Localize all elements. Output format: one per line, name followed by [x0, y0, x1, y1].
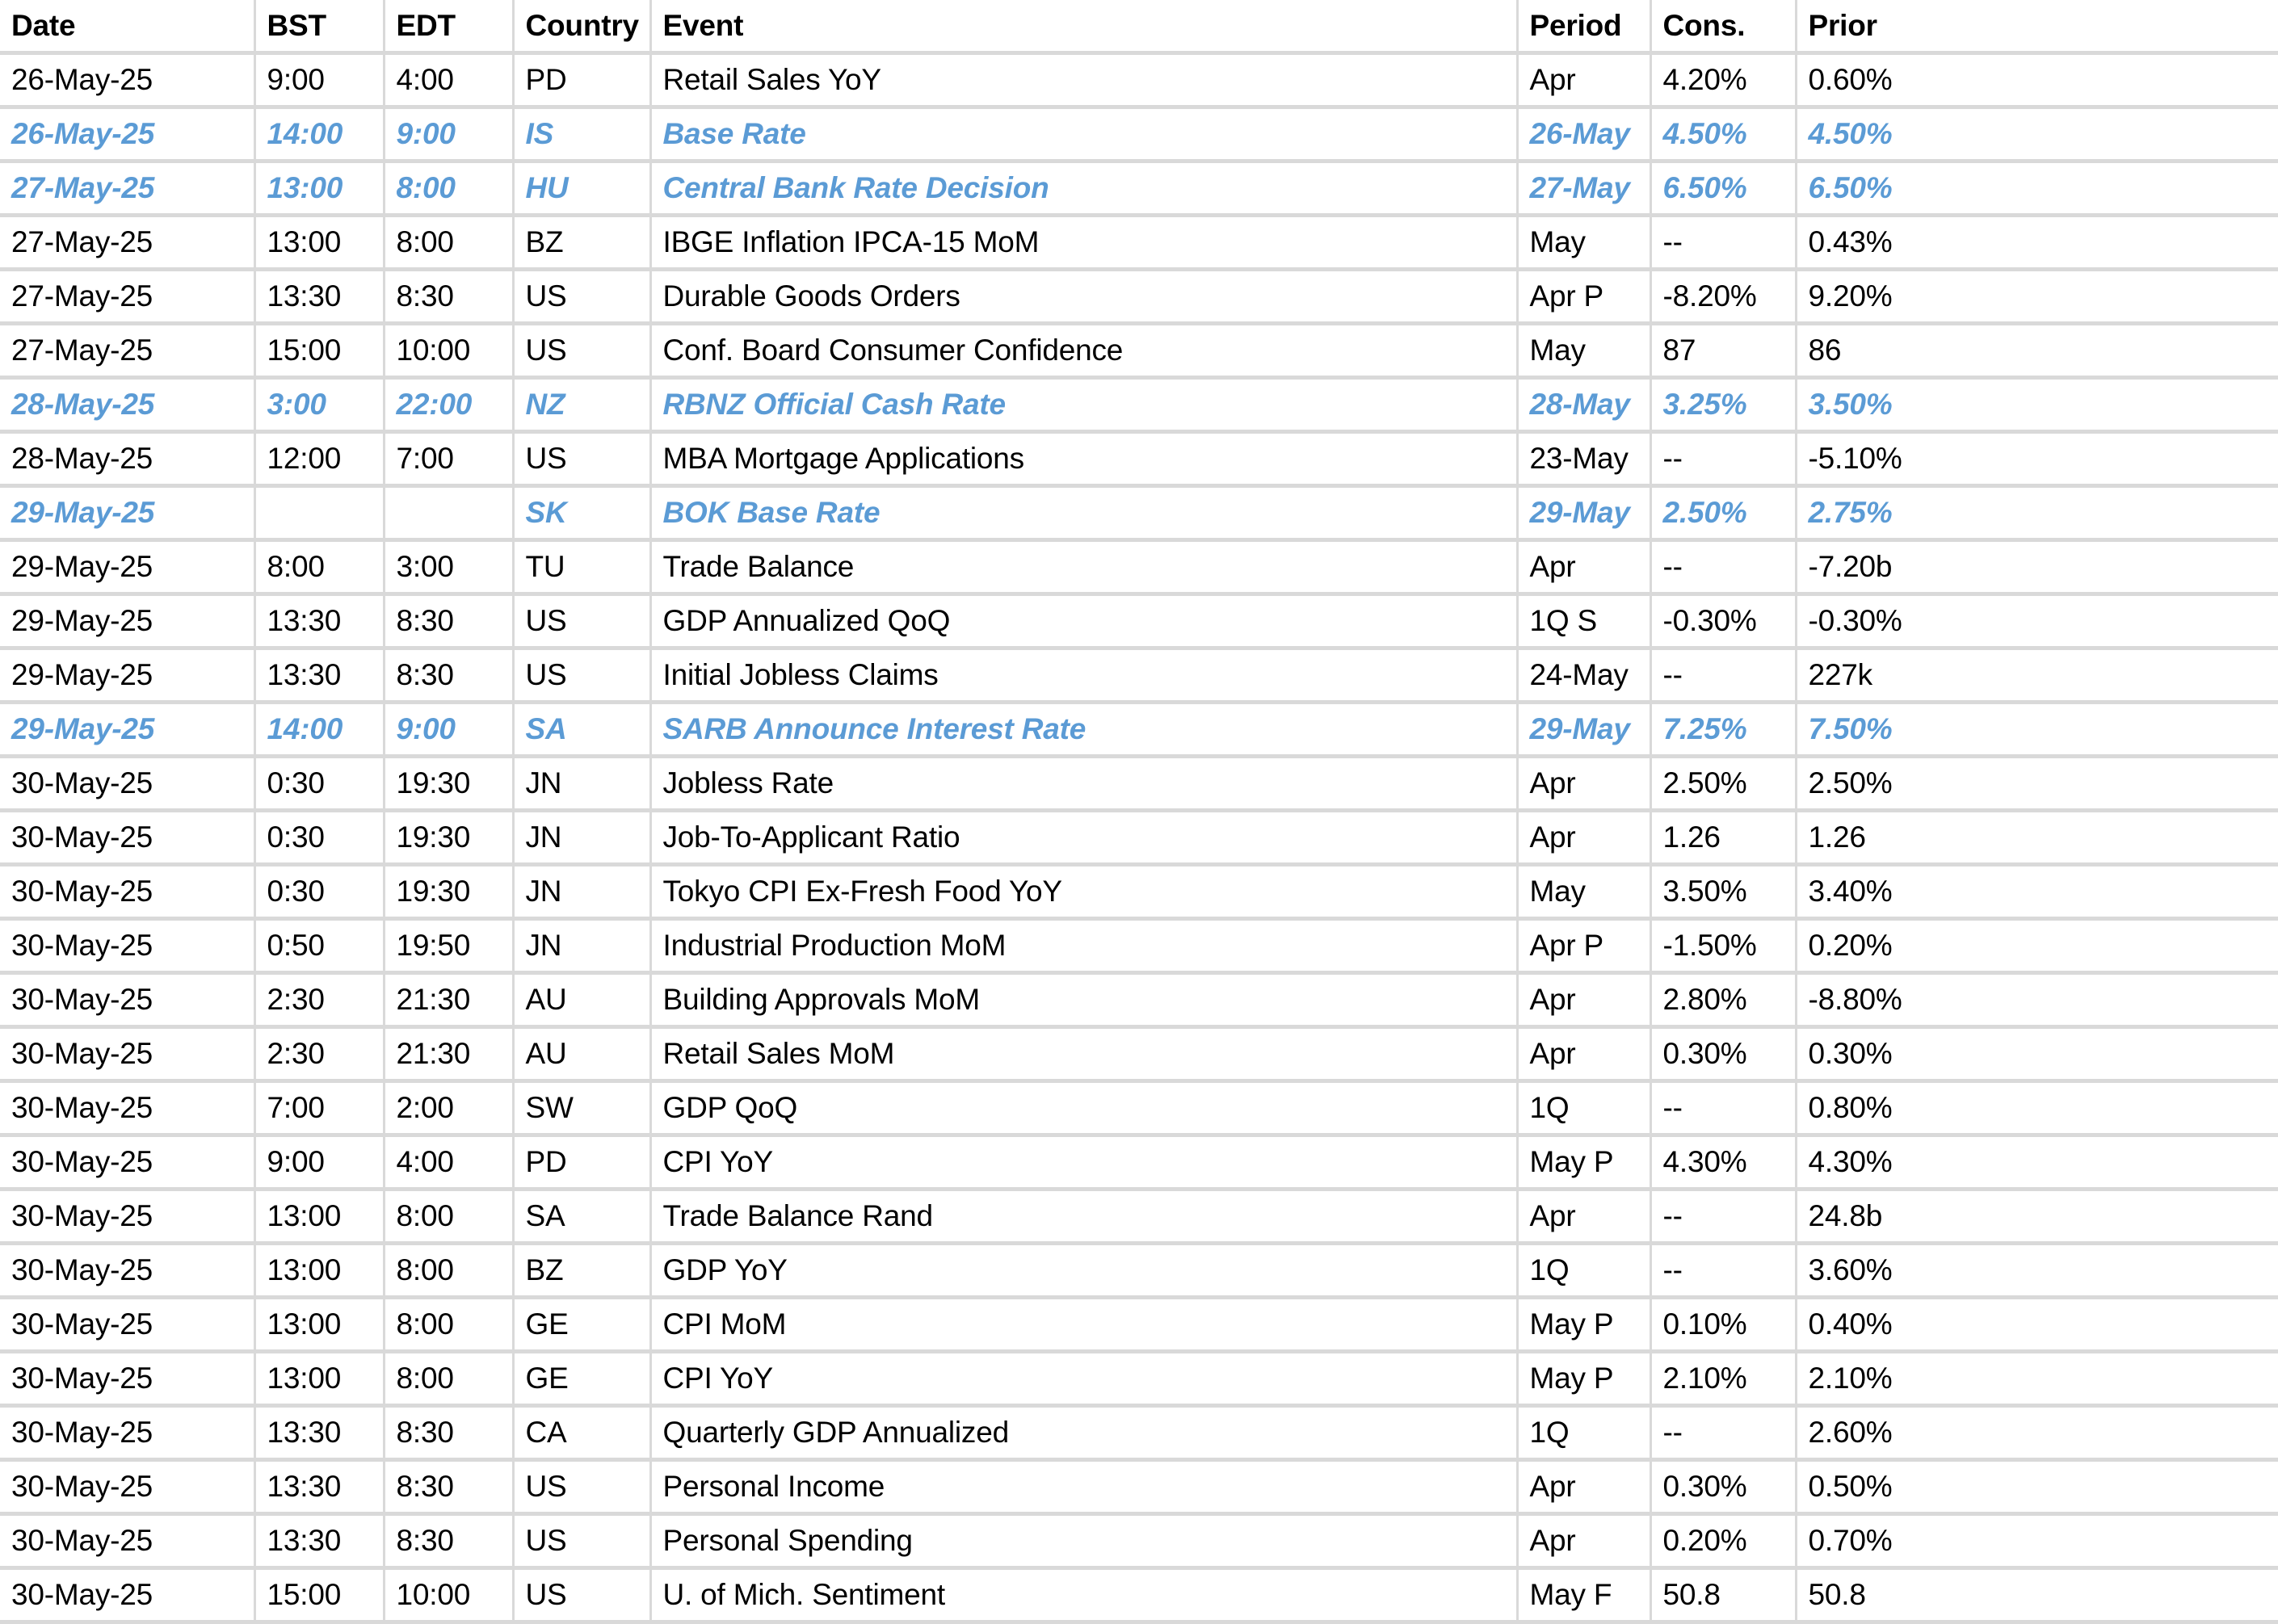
- cell-period: Apr: [1517, 757, 1650, 811]
- cell-prior: 6.50%: [1796, 162, 2278, 216]
- cell-event: IBGE Inflation IPCA-15 MoM: [650, 216, 1517, 270]
- cell-edt: 10:00: [384, 1568, 513, 1622]
- cell-cons: 4.30%: [1650, 1135, 1796, 1190]
- cell-cons: 1.26: [1650, 811, 1796, 865]
- cell-edt: 4:00: [384, 1135, 513, 1190]
- cell-period: Apr: [1517, 1027, 1650, 1081]
- table-row[interactable]: [0, 53, 2278, 107]
- cell-period: May: [1517, 324, 1650, 378]
- table-row[interactable]: [0, 432, 2278, 486]
- cell-cons: 3.25%: [1650, 378, 1796, 432]
- cell-prior: 7.50%: [1796, 703, 2278, 757]
- cell-event: GDP Annualized QoQ: [650, 594, 1517, 648]
- cell-bst: 13:00: [254, 216, 384, 270]
- cell-event: Jobless Rate: [650, 757, 1517, 811]
- cell-country: TU: [513, 540, 650, 594]
- cell-edt: 8:30: [384, 270, 513, 324]
- cell-edt: 8:30: [384, 594, 513, 648]
- table-row[interactable]: [0, 648, 2278, 703]
- table-row[interactable]: [0, 1568, 2278, 1622]
- cell-event: Personal Income: [650, 1460, 1517, 1514]
- cell-date: 30-May-25: [0, 919, 254, 973]
- cell-bst: 14:00: [254, 107, 384, 162]
- cell-edt: 8:00: [384, 1352, 513, 1406]
- cell-date: 29-May-25: [0, 540, 254, 594]
- table-row[interactable]: [0, 378, 2278, 432]
- cell-edt: 8:30: [384, 648, 513, 703]
- cell-country: JN: [513, 919, 650, 973]
- cell-country: AU: [513, 973, 650, 1027]
- cell-bst: 13:00: [254, 1298, 384, 1352]
- cell-event: GDP QoQ: [650, 1081, 1517, 1135]
- cell-date: 29-May-25: [0, 486, 254, 540]
- cell-prior: -7.20b: [1796, 540, 2278, 594]
- cell-prior: 0.43%: [1796, 216, 2278, 270]
- table-row[interactable]: [0, 703, 2278, 757]
- table-row[interactable]: [0, 1460, 2278, 1514]
- cell-country: US: [513, 648, 650, 703]
- cell-date: 26-May-25: [0, 107, 254, 162]
- cell-bst: 12:00: [254, 432, 384, 486]
- table-body: [0, 53, 2278, 1622]
- cell-date: 30-May-25: [0, 1135, 254, 1190]
- cell-cons: --: [1650, 1081, 1796, 1135]
- cell-bst: 0:30: [254, 811, 384, 865]
- cell-bst: 13:30: [254, 270, 384, 324]
- cell-date: 30-May-25: [0, 811, 254, 865]
- cell-date: 28-May-25: [0, 378, 254, 432]
- cell-bst: 13:30: [254, 648, 384, 703]
- cell-period: Apr: [1517, 540, 1650, 594]
- cell-prior: 86: [1796, 324, 2278, 378]
- cell-date: 26-May-25: [0, 53, 254, 107]
- column-header-event[interactable]: Event: [650, 0, 1517, 53]
- table-row[interactable]: [0, 1081, 2278, 1135]
- cell-prior: 2.60%: [1796, 1406, 2278, 1460]
- cell-edt: 8:30: [384, 1406, 513, 1460]
- table-row[interactable]: [0, 1298, 2278, 1352]
- cell-bst: 7:00: [254, 1081, 384, 1135]
- cell-cons: 2.50%: [1650, 757, 1796, 811]
- cell-edt: 21:30: [384, 1027, 513, 1081]
- cell-edt: 9:00: [384, 107, 513, 162]
- cell-period: May: [1517, 216, 1650, 270]
- cell-edt: 8:30: [384, 1460, 513, 1514]
- cell-edt: 3:00: [384, 540, 513, 594]
- cell-country: CA: [513, 1406, 650, 1460]
- cell-period: 28-May: [1517, 378, 1650, 432]
- table-row[interactable]: [0, 486, 2278, 540]
- cell-bst: 15:00: [254, 324, 384, 378]
- cell-country: US: [513, 594, 650, 648]
- column-header-date[interactable]: Date: [0, 0, 254, 53]
- cell-country: JN: [513, 865, 650, 919]
- cell-cons: 0.30%: [1650, 1460, 1796, 1514]
- cell-bst: 3:00: [254, 378, 384, 432]
- cell-edt: 4:00: [384, 53, 513, 107]
- cell-event: Central Bank Rate Decision: [650, 162, 1517, 216]
- cell-date: 27-May-25: [0, 216, 254, 270]
- cell-edt: 19:30: [384, 811, 513, 865]
- table-row[interactable]: [0, 973, 2278, 1027]
- cell-date: 28-May-25: [0, 432, 254, 486]
- cell-prior: -0.30%: [1796, 594, 2278, 648]
- cell-date: 30-May-25: [0, 865, 254, 919]
- table-row[interactable]: [0, 1135, 2278, 1190]
- cell-period: 1Q: [1517, 1406, 1650, 1460]
- cell-event: Building Approvals MoM: [650, 973, 1517, 1027]
- cell-bst: 9:00: [254, 1135, 384, 1190]
- cell-cons: --: [1650, 1406, 1796, 1460]
- cell-cons: 0.20%: [1650, 1514, 1796, 1568]
- cell-edt: 2:00: [384, 1081, 513, 1135]
- cell-cons: --: [1650, 1190, 1796, 1244]
- cell-event: U. of Mich. Sentiment: [650, 1568, 1517, 1622]
- cell-country: AU: [513, 1027, 650, 1081]
- cell-prior: 24.8b: [1796, 1190, 2278, 1244]
- cell-bst: 2:30: [254, 1027, 384, 1081]
- cell-country: US: [513, 324, 650, 378]
- cell-event: SARB Announce Interest Rate: [650, 703, 1517, 757]
- cell-prior: 3.40%: [1796, 865, 2278, 919]
- cell-prior: 50.8: [1796, 1568, 2278, 1622]
- cell-country: BZ: [513, 1244, 650, 1298]
- cell-cons: --: [1650, 216, 1796, 270]
- cell-period: Apr: [1517, 1190, 1650, 1244]
- cell-period: 26-May: [1517, 107, 1650, 162]
- cell-prior: 2.50%: [1796, 757, 2278, 811]
- cell-country: US: [513, 432, 650, 486]
- table-row[interactable]: [0, 1352, 2278, 1406]
- cell-edt: 21:30: [384, 973, 513, 1027]
- cell-edt: 10:00: [384, 324, 513, 378]
- cell-edt: 8:00: [384, 1190, 513, 1244]
- cell-country: US: [513, 270, 650, 324]
- cell-prior: 4.30%: [1796, 1135, 2278, 1190]
- cell-period: Apr: [1517, 973, 1650, 1027]
- table-row[interactable]: [0, 811, 2278, 865]
- cell-date: 30-May-25: [0, 1027, 254, 1081]
- cell-cons: 2.10%: [1650, 1352, 1796, 1406]
- cell-period: 24-May: [1517, 648, 1650, 703]
- cell-bst: 15:00: [254, 1568, 384, 1622]
- cell-cons: -8.20%: [1650, 270, 1796, 324]
- cell-bst: 9:00: [254, 53, 384, 107]
- cell-date: 29-May-25: [0, 703, 254, 757]
- cell-prior: 0.50%: [1796, 1460, 2278, 1514]
- cell-cons: --: [1650, 648, 1796, 703]
- cell-event: BOK Base Rate: [650, 486, 1517, 540]
- cell-period: May: [1517, 865, 1650, 919]
- table-row[interactable]: [0, 162, 2278, 216]
- table-header: [0, 0, 2278, 53]
- cell-cons: 87: [1650, 324, 1796, 378]
- cell-edt: 9:00: [384, 703, 513, 757]
- cell-country: SK: [513, 486, 650, 540]
- cell-event: CPI MoM: [650, 1298, 1517, 1352]
- cell-period: Apr: [1517, 1514, 1650, 1568]
- cell-bst: 0:30: [254, 865, 384, 919]
- cell-event: CPI YoY: [650, 1135, 1517, 1190]
- cell-edt: 8:00: [384, 162, 513, 216]
- cell-date: 27-May-25: [0, 324, 254, 378]
- cell-cons: 2.80%: [1650, 973, 1796, 1027]
- cell-prior: 0.70%: [1796, 1514, 2278, 1568]
- cell-country: GE: [513, 1352, 650, 1406]
- table-row[interactable]: [0, 216, 2278, 270]
- cell-country: HU: [513, 162, 650, 216]
- cell-cons: 0.10%: [1650, 1298, 1796, 1352]
- cell-country: PD: [513, 53, 650, 107]
- table-row[interactable]: [0, 919, 2278, 973]
- cell-period: 1Q: [1517, 1081, 1650, 1135]
- cell-event: Initial Jobless Claims: [650, 648, 1517, 703]
- cell-prior: 0.30%: [1796, 1027, 2278, 1081]
- cell-prior: 3.50%: [1796, 378, 2278, 432]
- cell-period: Apr: [1517, 1460, 1650, 1514]
- cell-edt: 7:00: [384, 432, 513, 486]
- cell-period: May P: [1517, 1298, 1650, 1352]
- cell-period: Apr: [1517, 811, 1650, 865]
- cell-cons: 4.50%: [1650, 107, 1796, 162]
- cell-prior: -5.10%: [1796, 432, 2278, 486]
- cell-bst: 13:30: [254, 594, 384, 648]
- cell-date: 30-May-25: [0, 1514, 254, 1568]
- cell-edt: 22:00: [384, 378, 513, 432]
- cell-edt: 8:00: [384, 1244, 513, 1298]
- cell-bst: 13:00: [254, 1190, 384, 1244]
- cell-prior: 2.10%: [1796, 1352, 2278, 1406]
- table-row[interactable]: [0, 1406, 2278, 1460]
- cell-cons: -1.50%: [1650, 919, 1796, 973]
- cell-period: Apr: [1517, 53, 1650, 107]
- cell-event: Retail Sales YoY: [650, 53, 1517, 107]
- cell-event: Trade Balance Rand: [650, 1190, 1517, 1244]
- column-header-prior[interactable]: Prior: [1796, 0, 2278, 53]
- cell-edt: 8:00: [384, 216, 513, 270]
- cell-bst: 14:00: [254, 703, 384, 757]
- cell-period: Apr P: [1517, 270, 1650, 324]
- cell-country: SW: [513, 1081, 650, 1135]
- cell-country: US: [513, 1568, 650, 1622]
- cell-country: NZ: [513, 378, 650, 432]
- cell-event: RBNZ Official Cash Rate: [650, 378, 1517, 432]
- cell-bst: 2:30: [254, 973, 384, 1027]
- cell-edt: 19:30: [384, 865, 513, 919]
- cell-prior: 4.50%: [1796, 107, 2278, 162]
- cell-period: 1Q: [1517, 1244, 1650, 1298]
- cell-prior: 0.40%: [1796, 1298, 2278, 1352]
- cell-date: 30-May-25: [0, 1460, 254, 1514]
- cell-bst: 13:30: [254, 1514, 384, 1568]
- cell-edt: 8:30: [384, 1514, 513, 1568]
- cell-period: May P: [1517, 1135, 1650, 1190]
- cell-date: 27-May-25: [0, 162, 254, 216]
- cell-date: 30-May-25: [0, 1081, 254, 1135]
- cell-period: May F: [1517, 1568, 1650, 1622]
- cell-event: Retail Sales MoM: [650, 1027, 1517, 1081]
- cell-bst: 0:30: [254, 757, 384, 811]
- cell-date: 30-May-25: [0, 1190, 254, 1244]
- cell-prior: 0.60%: [1796, 53, 2278, 107]
- cell-bst: [254, 486, 384, 540]
- cell-cons: 0.30%: [1650, 1027, 1796, 1081]
- cell-prior: 3.60%: [1796, 1244, 2278, 1298]
- cell-event: Trade Balance: [650, 540, 1517, 594]
- cell-cons: 4.20%: [1650, 53, 1796, 107]
- cell-bst: 13:00: [254, 1352, 384, 1406]
- cell-bst: 13:30: [254, 1406, 384, 1460]
- table-row[interactable]: [0, 107, 2278, 162]
- cell-cons: 2.50%: [1650, 486, 1796, 540]
- column-header-period[interactable]: Period: [1517, 0, 1650, 53]
- cell-event: Personal Spending: [650, 1514, 1517, 1568]
- cell-country: BZ: [513, 216, 650, 270]
- cell-bst: 13:00: [254, 162, 384, 216]
- cell-country: IS: [513, 107, 650, 162]
- cell-event: Tokyo CPI Ex-Fresh Food YoY: [650, 865, 1517, 919]
- table-row[interactable]: [0, 865, 2278, 919]
- cell-event: MBA Mortgage Applications: [650, 432, 1517, 486]
- cell-bst: 8:00: [254, 540, 384, 594]
- cell-country: SA: [513, 1190, 650, 1244]
- cell-date: 30-May-25: [0, 757, 254, 811]
- cell-event: GDP YoY: [650, 1244, 1517, 1298]
- cell-cons: 7.25%: [1650, 703, 1796, 757]
- cell-event: Industrial Production MoM: [650, 919, 1517, 973]
- cell-cons: --: [1650, 432, 1796, 486]
- cell-event: Durable Goods Orders: [650, 270, 1517, 324]
- cell-country: US: [513, 1514, 650, 1568]
- cell-date: 27-May-25: [0, 270, 254, 324]
- table-row[interactable]: [0, 1027, 2278, 1081]
- cell-prior: 0.20%: [1796, 919, 2278, 973]
- cell-prior: 2.75%: [1796, 486, 2278, 540]
- cell-event: Quarterly GDP Annualized: [650, 1406, 1517, 1460]
- cell-cons: --: [1650, 540, 1796, 594]
- cell-bst: 13:00: [254, 1244, 384, 1298]
- cell-edt: 19:50: [384, 919, 513, 973]
- cell-event: Conf. Board Consumer Confidence: [650, 324, 1517, 378]
- table-row[interactable]: [0, 1190, 2278, 1244]
- cell-cons: 50.8: [1650, 1568, 1796, 1622]
- cell-country: US: [513, 1460, 650, 1514]
- cell-country: SA: [513, 703, 650, 757]
- cell-period: 27-May: [1517, 162, 1650, 216]
- cell-prior: -8.80%: [1796, 973, 2278, 1027]
- column-header-cons[interactable]: Cons.: [1650, 0, 1796, 53]
- cell-period: 1Q S: [1517, 594, 1650, 648]
- table-row[interactable]: [0, 1514, 2278, 1568]
- cell-date: 30-May-25: [0, 1406, 254, 1460]
- cell-prior: 227k: [1796, 648, 2278, 703]
- cell-date: 30-May-25: [0, 1298, 254, 1352]
- column-header-edt[interactable]: EDT: [384, 0, 513, 53]
- cell-country: JN: [513, 811, 650, 865]
- cell-cons: 6.50%: [1650, 162, 1796, 216]
- cell-period: 29-May: [1517, 703, 1650, 757]
- cell-event: Job-To-Applicant Ratio: [650, 811, 1517, 865]
- cell-period: Apr P: [1517, 919, 1650, 973]
- table-row[interactable]: [0, 757, 2278, 811]
- cell-date: 30-May-25: [0, 1352, 254, 1406]
- cell-cons: 3.50%: [1650, 865, 1796, 919]
- cell-date: 30-May-25: [0, 1244, 254, 1298]
- cell-cons: --: [1650, 1244, 1796, 1298]
- table-header-row: [0, 0, 2278, 53]
- cell-date: 29-May-25: [0, 648, 254, 703]
- cell-country: JN: [513, 757, 650, 811]
- cell-edt: 19:30: [384, 757, 513, 811]
- cell-cons: -0.30%: [1650, 594, 1796, 648]
- table-row[interactable]: [0, 540, 2278, 594]
- cell-prior: 9.20%: [1796, 270, 2278, 324]
- cell-date: 29-May-25: [0, 594, 254, 648]
- cell-bst: 0:50: [254, 919, 384, 973]
- cell-country: GE: [513, 1298, 650, 1352]
- cell-prior: 0.80%: [1796, 1081, 2278, 1135]
- cell-period: May P: [1517, 1352, 1650, 1406]
- cell-date: 30-May-25: [0, 973, 254, 1027]
- cell-edt: 8:00: [384, 1298, 513, 1352]
- cell-bst: 13:30: [254, 1460, 384, 1514]
- cell-period: 23-May: [1517, 432, 1650, 486]
- table-row[interactable]: [0, 1244, 2278, 1298]
- table-row[interactable]: [0, 270, 2278, 324]
- cell-edt: [384, 486, 513, 540]
- cell-event: Base Rate: [650, 107, 1517, 162]
- cell-date: 30-May-25: [0, 1568, 254, 1622]
- cell-prior: 1.26: [1796, 811, 2278, 865]
- table-row[interactable]: [0, 324, 2278, 378]
- cell-country: PD: [513, 1135, 650, 1190]
- table-row[interactable]: [0, 594, 2278, 648]
- column-header-country[interactable]: Country: [513, 0, 650, 53]
- cell-period: 29-May: [1517, 486, 1650, 540]
- column-header-bst[interactable]: BST: [254, 0, 384, 53]
- cell-event: CPI YoY: [650, 1352, 1517, 1406]
